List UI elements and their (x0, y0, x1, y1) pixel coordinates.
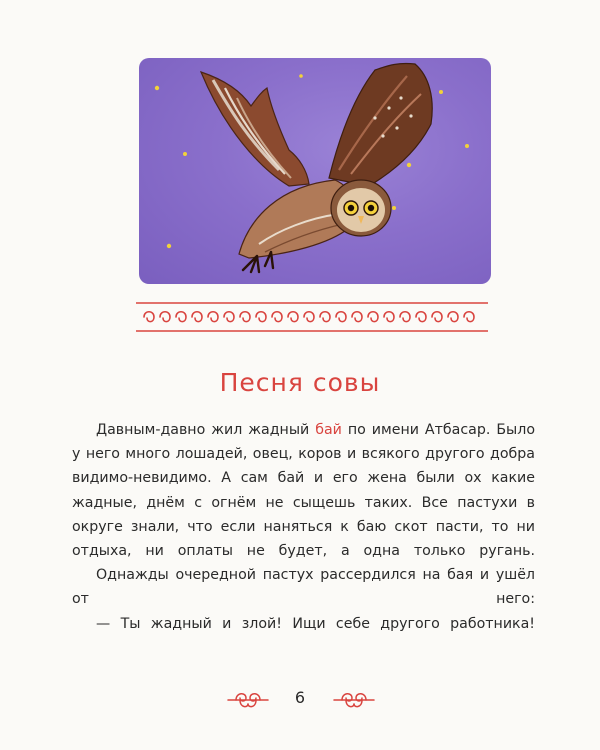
paragraph-3: — Ты жадный и злой! Ищи себе другого работника! (96, 615, 535, 632)
page-title: Песня совы (219, 368, 381, 397)
paragraph-1 (72, 418, 535, 563)
footer-ornament-right-icon (332, 688, 376, 712)
paragraph-2: Однажды очередной пастух рассердился на бая и ушёл от него: (72, 567, 535, 608)
ornament-divider (132, 300, 492, 334)
owl-illustration (139, 58, 491, 284)
paragraph-1-rest: по имени Атбасар. Было у него много лошадей, овец, коров и всякого другого добра видимо-невидимо. А сам бай и его жена были ох какие жадные, днём с огнём не сыщешь таких. Все пастухи в округе знали, что если наняться к баю скот пасти, то ни отдыха, ни оплаты не будет, а одна только ругань. (72, 422, 535, 560)
story-text (72, 418, 535, 636)
page-number: 6 (294, 688, 306, 707)
footer-ornament-left-icon (226, 688, 270, 712)
highlighted-word-bai[interactable]: бай (315, 422, 342, 438)
flying-owl-icon (139, 58, 491, 284)
paragraph-1-start: Давным-давно жил жадный (96, 422, 316, 438)
